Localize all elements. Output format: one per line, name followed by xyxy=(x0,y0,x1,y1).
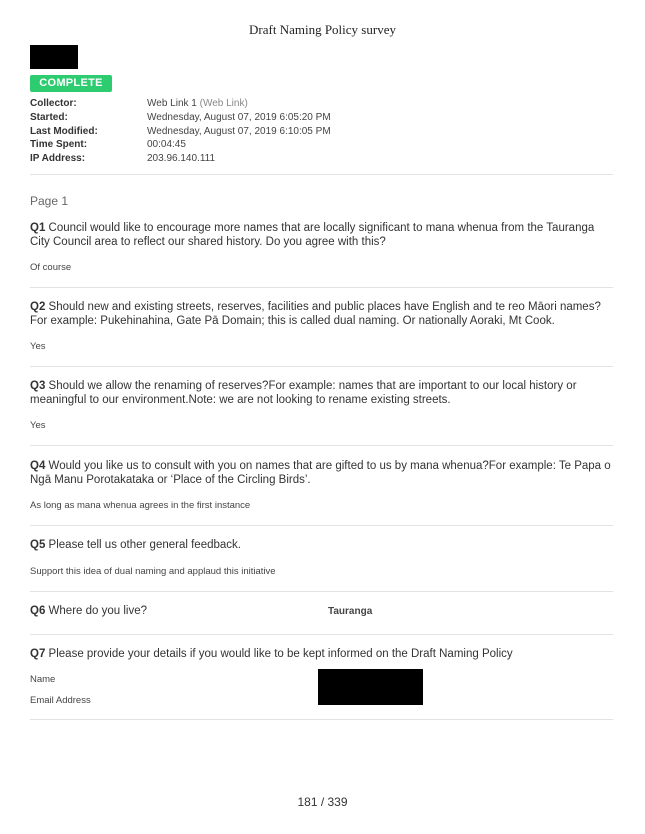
question-text: Please provide your details if you would like to be kept informed on the Draft Naming Policy xyxy=(48,648,513,660)
question-text: Where do you live? xyxy=(48,605,147,617)
modified-value: Wednesday, August 07, 2019 6:10:05 PM xyxy=(147,125,331,137)
question-number: Q5 xyxy=(30,539,46,551)
name-field-label: Name xyxy=(30,674,56,685)
collector-value: Web Link 1 xyxy=(147,98,197,109)
divider xyxy=(30,525,613,526)
answer-2: Yes xyxy=(30,341,46,352)
question-number: Q4 xyxy=(30,460,46,472)
question-7 xyxy=(30,647,613,661)
divider xyxy=(30,634,613,635)
question-text: Should new and existing streets, reserves, facilities and public places have English and te reo Māori names?For example: Pukehinahina, Gate Pā Domain; this is called dual naming. Or nationally Aoraki, Mt Cook. xyxy=(30,301,601,327)
status-badge: COMPLETE xyxy=(30,75,112,92)
question-number: Q7 xyxy=(30,648,46,660)
question-text: Would you like us to consult with you on names that are gifted to us by mana whenua?For example: Te Papa o Ngā Manu Porotakataka or ‘Place of the Circling Birds’. xyxy=(30,460,611,486)
document-title: Draft Naming Policy survey xyxy=(249,22,396,37)
divider xyxy=(30,174,613,175)
answer-1: Of course xyxy=(30,262,72,273)
divider xyxy=(30,591,613,592)
question-text: Council would like to encourage more names that are locally significant to mana whenua from the Tauranga City Council area to reflect our shared history. Do you agree with this? xyxy=(30,222,595,248)
question-3 xyxy=(30,379,613,407)
time-spent-value: 00:04:45 xyxy=(147,139,186,151)
modified-label: Last Modified: xyxy=(30,125,98,137)
question-text: Should we allow the renaming of reserves?For example: names that are important to our local history or meaningful to our environment.Note: we are not looking to rename existing streets. xyxy=(30,380,577,406)
collector-row xyxy=(30,97,331,111)
question-4 xyxy=(30,459,613,487)
redacted-logo-block xyxy=(30,45,78,69)
divider xyxy=(30,287,613,288)
email-field-label: Email Address xyxy=(30,695,91,706)
question-6 xyxy=(30,604,310,618)
divider xyxy=(30,445,613,446)
question-text: Please tell us other general feedback. xyxy=(48,539,241,551)
question-number: Q1 xyxy=(30,222,46,234)
response-metadata xyxy=(30,97,331,166)
collector-label: Collector: xyxy=(30,98,77,109)
question-number: Q6 xyxy=(30,605,46,617)
question-1 xyxy=(30,221,613,249)
ip-address-value: 203.96.140.111 xyxy=(147,153,216,165)
question-2 xyxy=(30,300,613,328)
time-spent-label: Time Spent: xyxy=(30,139,88,151)
redacted-contact-details xyxy=(318,669,423,705)
question-5 xyxy=(30,538,613,552)
divider xyxy=(30,719,613,720)
collector-sub: (Web Link) xyxy=(199,98,248,109)
divider xyxy=(30,366,613,367)
modified-row xyxy=(30,125,331,139)
page-label: Page 1 xyxy=(30,194,69,208)
answer-5: Support this idea of dual naming and applaud this initiative xyxy=(30,566,276,577)
started-value: Wednesday, August 07, 2019 6:05:20 PM xyxy=(147,111,331,123)
answer-4: As long as mana whenua agrees in the first instance xyxy=(30,500,251,511)
ip-address-row xyxy=(30,152,331,166)
question-number: Q3 xyxy=(30,380,46,392)
started-row xyxy=(30,111,331,125)
time-spent-row xyxy=(30,138,331,152)
ip-address-label: IP Address: xyxy=(30,153,86,165)
page-counter: 181 / 339 xyxy=(297,795,348,809)
answer-6: Tauranga xyxy=(328,606,373,617)
answer-3: Yes xyxy=(30,420,46,431)
started-label: Started: xyxy=(30,111,68,123)
question-number: Q2 xyxy=(30,301,46,313)
